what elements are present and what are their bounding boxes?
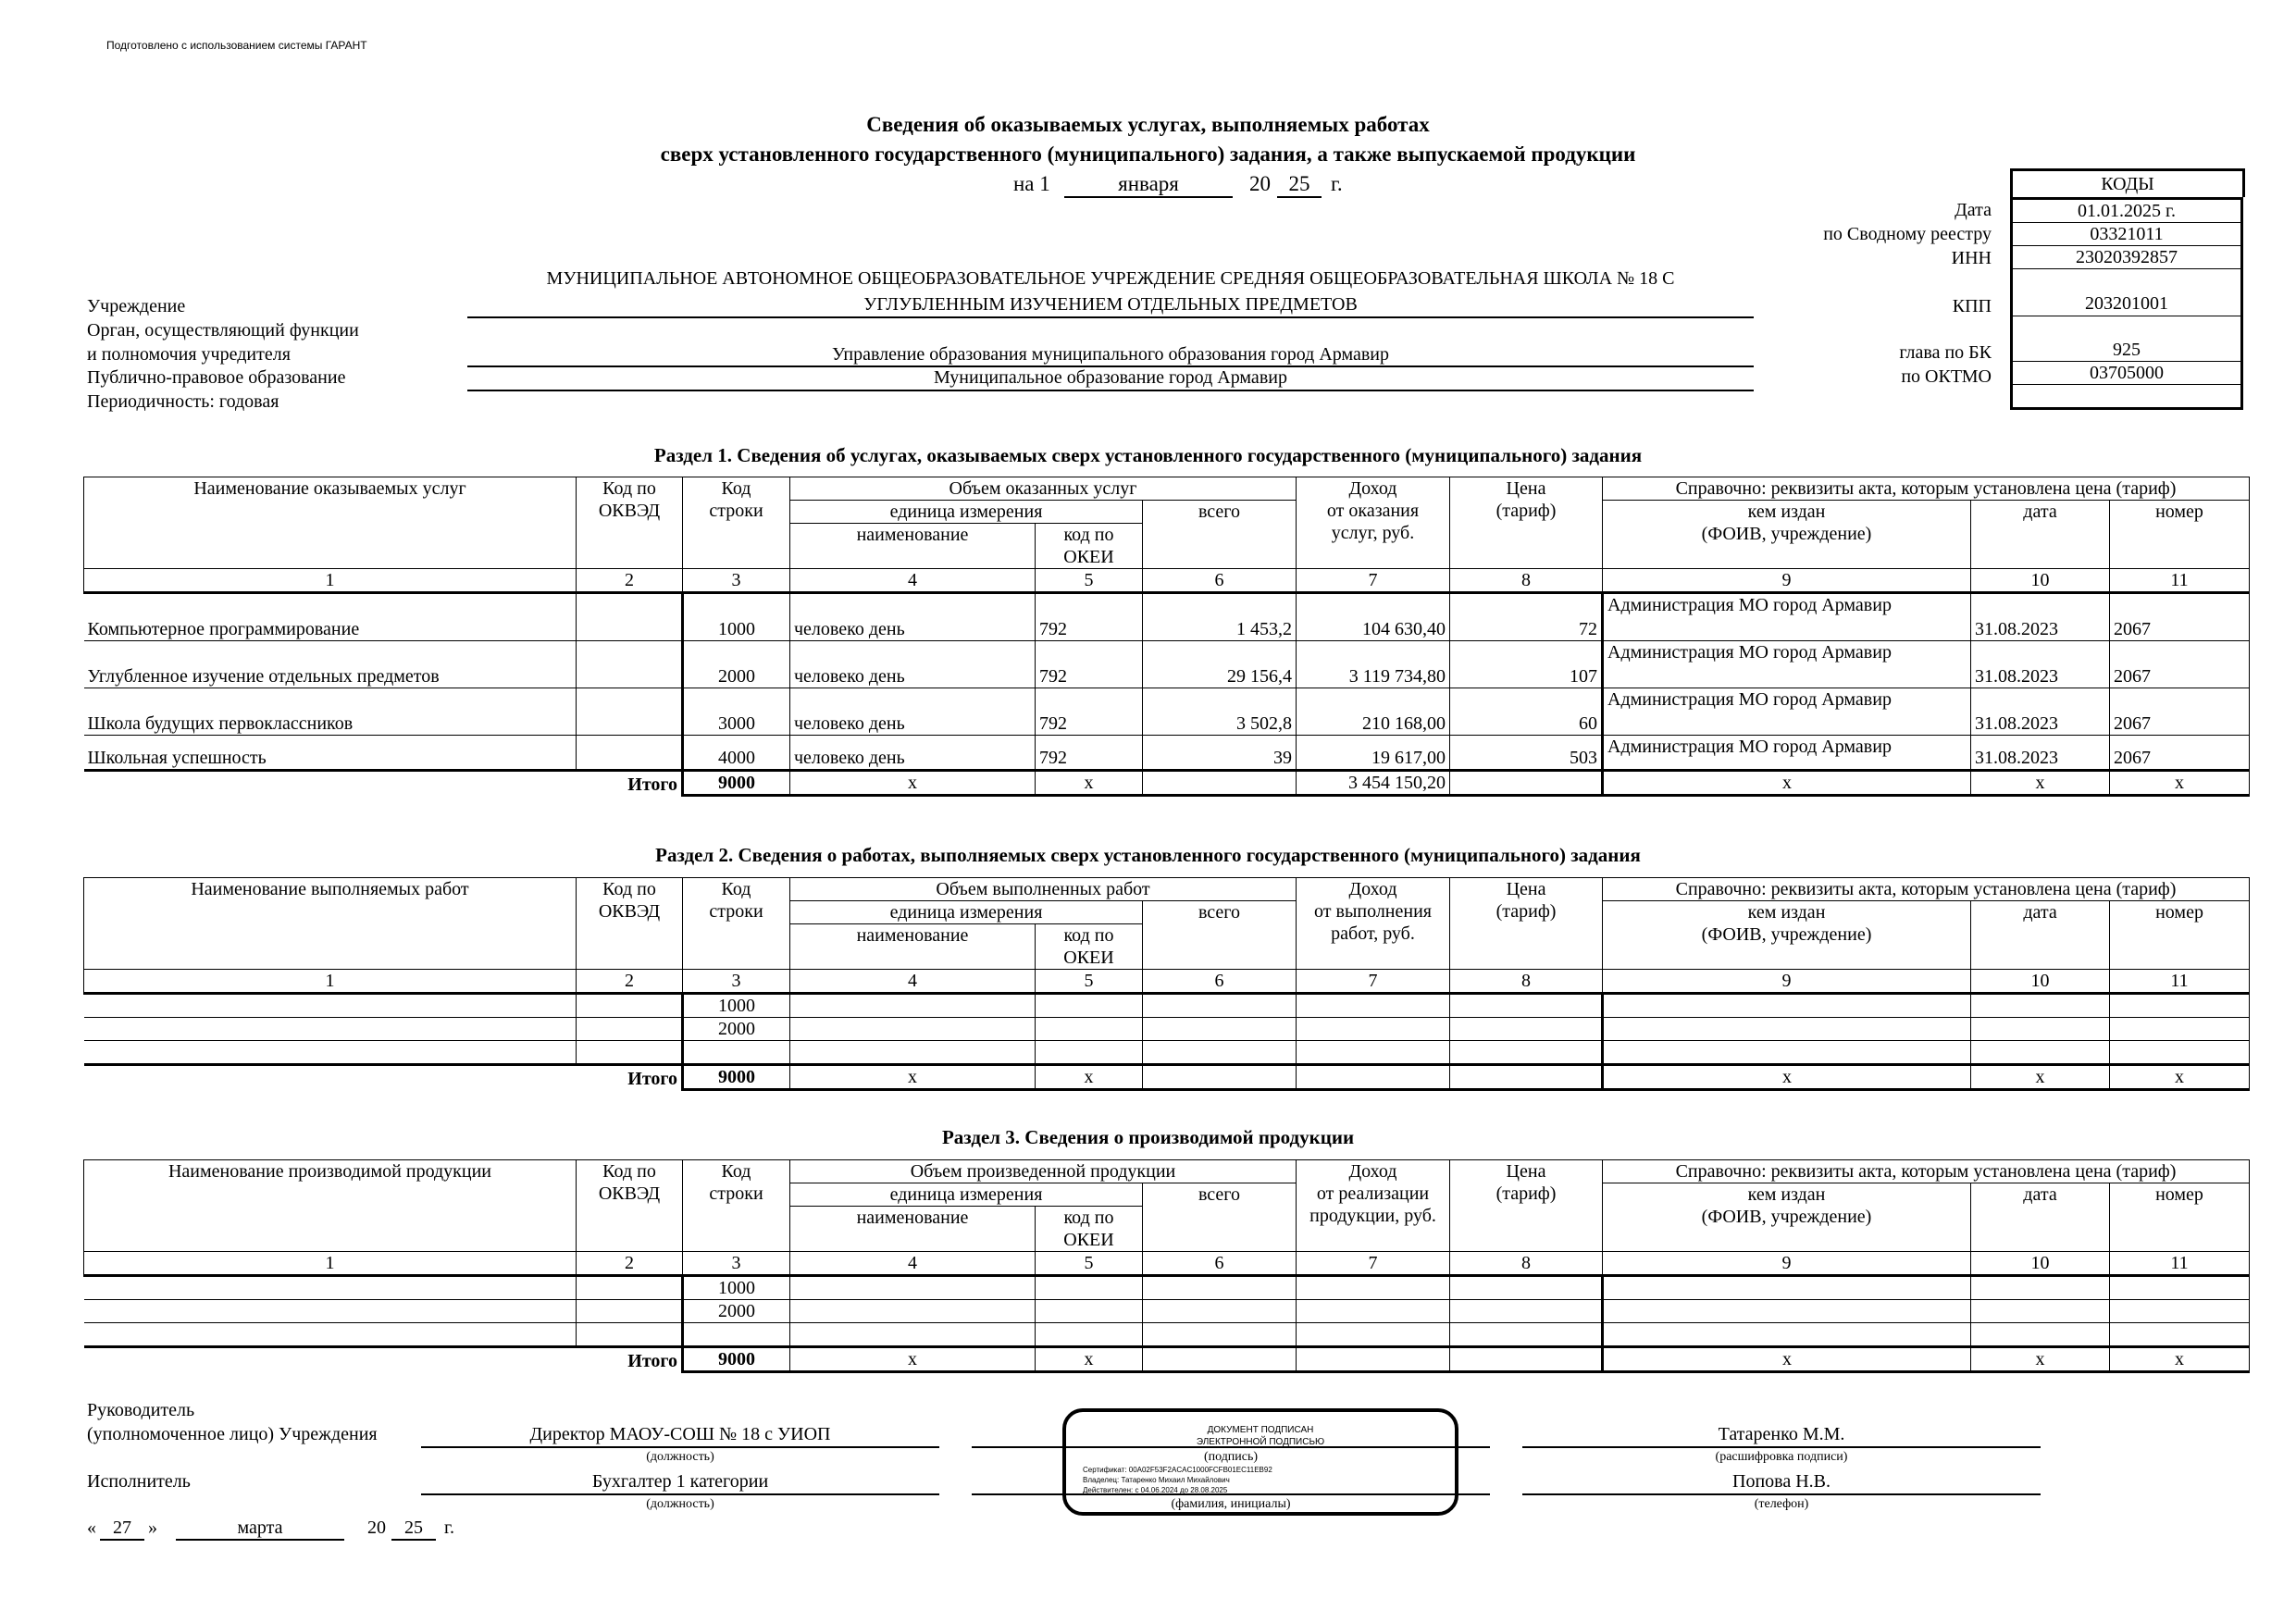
s3-okei-l1: код по [1063, 1208, 1114, 1228]
table-row [84, 994, 2250, 1018]
municipality-value: Муниципальное образование город Армавир [934, 367, 1287, 388]
s1-r2-code: 2000 [683, 641, 790, 688]
s2-price-l2: (тариф) [1496, 901, 1557, 922]
section2-table [83, 877, 2250, 1091]
s3-header-date: дата [1971, 1183, 2110, 1252]
executor-name: Попова Н.В. [1732, 1471, 1831, 1492]
s1-r2-number: 2067 [2110, 641, 2250, 688]
s1-r4-unit: человеко день [790, 736, 1036, 771]
s1-header-issued [1603, 501, 1971, 569]
s1-r1-number: 2067 [2110, 593, 2250, 641]
s3-num-5: 5 [1036, 1252, 1143, 1276]
s1-num-11: 11 [2110, 569, 2250, 593]
s1-r2-name: Углубленное изучение отдельных предметов [84, 641, 577, 688]
title-date-suffix: г. [1331, 172, 1343, 195]
s3-income-l1: Доход [1348, 1161, 1397, 1182]
s3-itogo-code: 9000 [683, 1347, 790, 1372]
s2-num-10: 10 [1971, 970, 2110, 994]
s1-header-number: номер [2110, 501, 2250, 569]
s1-okved-l2: ОКВЭД [598, 501, 661, 521]
s1-itogo-unit: х [790, 771, 1036, 796]
s1-r3-issuer: Администрация МО город Армавир [1603, 688, 1971, 736]
s2-header-unit-name: наименование [790, 924, 1036, 970]
s1-itogo-number: х [2110, 771, 2250, 796]
s1-r3-price: 60 [1450, 688, 1603, 736]
s2-itogo-okei: х [1036, 1065, 1143, 1090]
s2-code-l1: Код [721, 879, 751, 899]
stamp-cert: Сертификат: 00A02F53F2ACAC1000FCFB01EC11EB92 [1083, 1466, 1272, 1474]
table-row [84, 1018, 2250, 1041]
stamp-owner: Владелец: Татаренко Михаил Михайлович [1083, 1476, 1230, 1484]
founder-value: Управление образования муниципального образования город Армавир [831, 344, 1390, 365]
head-signature-caption: (подпись) [1203, 1450, 1259, 1464]
s2-income-l1: Доход [1348, 879, 1397, 899]
s2-okved-l2: ОКВЭД [598, 901, 661, 922]
s2-header-name: Наименование выполняемых работ [84, 878, 577, 970]
s1-header-unit-name: наименование [790, 524, 1036, 569]
s3-income-l2: от реализации [1316, 1183, 1430, 1204]
head-name: Татаренко М.М. [1718, 1424, 1845, 1444]
s1-itogo-okei: х [1036, 771, 1143, 796]
s3-itogo-issuer: х [1603, 1347, 1971, 1372]
sign-date-month: марта [176, 1518, 344, 1541]
s1-income-l2: от оказания [1326, 501, 1420, 521]
s3-num-1: 1 [84, 1252, 577, 1276]
s1-r4-issuer: Администрация МО город Армавир [1603, 736, 1971, 771]
s3-price-l2: (тариф) [1496, 1183, 1557, 1204]
s2-header-total: всего [1143, 901, 1297, 970]
s2-num-3: 3 [683, 970, 790, 994]
s3-itogo-date: х [1971, 1347, 2110, 1372]
s1-header-total: всего [1143, 501, 1297, 569]
sign-date-year: 25 [391, 1518, 436, 1541]
s1-r3-unit: человеко день [790, 688, 1036, 736]
s1-r4-total: 39 [1143, 736, 1297, 771]
sign-date-day: 27 [100, 1518, 144, 1541]
head-label-2: (уполномоченное лицо) Учреждения [87, 1424, 378, 1444]
title-line-1: Сведения об оказываемых услугах, выполняемых работах [866, 113, 1430, 136]
stamp-line-2: ЭЛЕКТРОННОЙ ПОДПИСЬЮ [1196, 1437, 1325, 1447]
s3-num-9: 9 [1603, 1252, 1971, 1276]
codes-value-bk: 925 [2012, 339, 2242, 362]
s1-r2-okei: 792 [1036, 641, 1143, 688]
s1-okei-l1: код по [1063, 525, 1114, 545]
s2-header-income [1297, 878, 1450, 970]
s1-header-name: Наименование оказываемых услуг [84, 477, 577, 569]
s1-income-l3: услуг, руб. [1331, 523, 1415, 543]
s1-issued-l1: кем издан [1747, 502, 1826, 522]
codes-label-date: Дата [1955, 200, 1992, 220]
s1-r3-okved [577, 688, 683, 736]
s3-num-10: 10 [1971, 1252, 2110, 1276]
institution-label: Учреждение [87, 296, 186, 316]
s3-itogo-number: х [2110, 1347, 2250, 1372]
codes-value-empty-3 [2012, 385, 2242, 409]
s2-num-11: 11 [2110, 970, 2250, 994]
s3-code-l1: Код [721, 1161, 751, 1182]
s1-header-okei [1036, 524, 1143, 569]
s2-num-8: 8 [1450, 970, 1603, 994]
s3-header-unit: единица измерения [790, 1183, 1143, 1207]
executor-position-caption: (должность) [646, 1497, 714, 1511]
title-line-2: сверх установленного государственного (муниципального) задания, а также выпускаемой продукции [660, 142, 1636, 166]
s1-r4-okved [577, 736, 683, 771]
title-date-month: января [1064, 172, 1233, 198]
s1-r3-okei: 792 [1036, 688, 1143, 736]
s1-header-code [683, 477, 790, 569]
s2-num-7: 7 [1297, 970, 1450, 994]
s2-itogo-date: х [1971, 1065, 2110, 1090]
s1-r3-income: 210 168,00 [1297, 688, 1450, 736]
s1-r3-number: 2067 [2110, 688, 2250, 736]
codes-value-oktmo: 03705000 [2012, 362, 2242, 385]
s3-header-unit-name: наименование [790, 1207, 1036, 1252]
s2-num-1: 1 [84, 970, 577, 994]
s1-num-6: 6 [1143, 569, 1297, 593]
codes-label-oktmo: по ОКТМО [1901, 366, 1992, 387]
s3-code-l2: строки [709, 1183, 763, 1204]
s1-num-10: 10 [1971, 569, 2110, 593]
s1-r1-okved [577, 593, 683, 641]
s1-r4-income: 19 617,00 [1297, 736, 1450, 771]
title-date-prefix: на 1 [1013, 172, 1050, 195]
section3-table [83, 1159, 2250, 1373]
s1-itogo-code: 9000 [683, 771, 790, 796]
s3-num-3: 3 [683, 1252, 790, 1276]
s3-header-okved [577, 1160, 683, 1252]
s1-header-volume: Объем оказанных услуг [790, 477, 1297, 501]
s1-num-1: 1 [84, 569, 577, 593]
s1-r3-name: Школа будущих первоклассников [84, 688, 577, 736]
s2-num-2: 2 [577, 970, 683, 994]
codes-value-empty-1 [2012, 269, 2242, 292]
s1-r4-price: 503 [1450, 736, 1603, 771]
s3-header-ref: Справочно: реквизиты акта, которым установлена цена (тариф) [1603, 1160, 2250, 1183]
stamp-line-1: ДОКУМЕНТ ПОДПИСАН [1207, 1425, 1314, 1435]
s1-r3-total: 3 502,8 [1143, 688, 1297, 736]
s3-r2-code: 2000 [683, 1300, 790, 1323]
institution-name-line-2: УГЛУБЛЕННЫМ ИЗУЧЕНИЕМ ОТДЕЛЬНЫХ ПРЕДМЕТОВ [863, 294, 1358, 315]
s2-itogo-issuer: х [1603, 1065, 1971, 1090]
s2-num-9: 9 [1603, 970, 1971, 994]
codes-label-bk: глава по БК [1899, 342, 1992, 363]
s1-code-l2: строки [709, 501, 763, 521]
s2-num-6: 6 [1143, 970, 1297, 994]
s1-itogo-total [1143, 771, 1297, 796]
s1-num-2: 2 [577, 569, 683, 593]
s3-num-2: 2 [577, 1252, 683, 1276]
s3-header-volume: Объем произведенной продукции [790, 1160, 1297, 1183]
s1-r1-total: 1 453,2 [1143, 593, 1297, 641]
head-position-caption: (должность) [646, 1450, 714, 1464]
s2-income-l2: от выполнения [1314, 901, 1432, 922]
s3-header-total: всего [1143, 1183, 1297, 1252]
s1-header-date: дата [1971, 501, 2110, 569]
codes-value-registry: 03321011 [2012, 223, 2242, 246]
codes-value-empty-2 [2012, 316, 2242, 340]
s1-num-9: 9 [1603, 569, 1971, 593]
s3-header-number: номер [2110, 1183, 2250, 1252]
s1-num-3: 3 [683, 569, 790, 593]
head-position: Директор МАОУ-СОШ № 18 с УИОП [529, 1424, 831, 1444]
s2-header-okei [1036, 924, 1143, 970]
s3-header-okei [1036, 1207, 1143, 1252]
table-row [84, 1323, 2250, 1347]
stamp-valid: Действителен: с 04.06.2024 до 28.08.2025 [1083, 1486, 1228, 1494]
s2-issued-l2: (ФОИВ, учреждение) [1701, 924, 1872, 945]
codes-label-inn: ИНН [1951, 248, 1992, 268]
s2-header-ref: Справочно: реквизиты акта, которым установлена цена (тариф) [1603, 878, 2250, 901]
s2-header-issued [1603, 901, 1971, 970]
s3-itogo-label: Итого [577, 1347, 683, 1372]
title-date-year: 25 [1277, 172, 1322, 198]
table-row [84, 1065, 2250, 1090]
codes-header: КОДЫ [2010, 168, 2245, 197]
s1-price-l1: Цена [1506, 478, 1546, 499]
s1-r2-unit: человеко день [790, 641, 1036, 688]
s1-r4-okei: 792 [1036, 736, 1143, 771]
municipality-label: Публично-правовое образование [87, 367, 346, 388]
table-row [84, 593, 2250, 641]
table-row [84, 736, 2250, 771]
head-label-1: Руководитель [87, 1400, 195, 1420]
table-row [84, 1300, 2250, 1323]
codes-label-registry: по Сводному реестру [1823, 224, 1992, 244]
periodicity: Периодичность: годовая [87, 391, 279, 412]
s2-income-l3: работ, руб. [1331, 923, 1415, 944]
s2-header-volume: Объем выполненных работ [790, 878, 1297, 901]
s1-r4-name: Школьная успешность [84, 736, 577, 771]
s2-r2-code: 2000 [683, 1018, 790, 1041]
table-row [84, 1041, 2250, 1065]
executor-phone-caption: (телефон) [1754, 1497, 1809, 1511]
codes-table [2010, 197, 2243, 410]
s1-r4-code: 4000 [683, 736, 790, 771]
section2-title: Раздел 2. Сведения о работах, выполняемых сверх установленного государственного (муниципального) задания [655, 844, 1641, 866]
s1-r1-date: 31.08.2023 [1971, 593, 2110, 641]
s3-num-7: 7 [1297, 1252, 1450, 1276]
codes-value-kpp: 203201001 [2012, 291, 2242, 316]
s1-header-ref: Справочно: реквизиты акта, которым установлена цена (тариф) [1603, 477, 2250, 501]
s1-code-l1: Код [721, 478, 751, 499]
s3-header-issued [1603, 1183, 1971, 1252]
s3-header-income [1297, 1160, 1450, 1252]
s1-header-income [1297, 477, 1450, 569]
s1-okei-l2: ОКЕИ [1063, 547, 1114, 567]
s1-r3-code: 3000 [683, 688, 790, 736]
garant-note: Подготовлено с использованием системы ГАРАНТ [106, 39, 367, 52]
head-name-caption: (расшифровка подписи) [1715, 1450, 1848, 1464]
s3-header-code [683, 1160, 790, 1252]
section1-title: Раздел 1. Сведения об услугах, оказываемых сверх установленного государственного (муниципального) задания [653, 444, 1643, 466]
sign-date-year-prefix: 20 [367, 1518, 386, 1538]
s1-itogo-date: х [1971, 771, 2110, 796]
s2-itogo-number: х [2110, 1065, 2250, 1090]
s3-itogo-unit: х [790, 1347, 1036, 1372]
s3-okei-l2: ОКЕИ [1063, 1230, 1114, 1250]
executor-label: Исполнитель [87, 1471, 191, 1492]
s3-r1-code: 1000 [683, 1276, 790, 1300]
s1-price-l2: (тариф) [1496, 501, 1557, 521]
s1-header-unit: единица измерения [790, 501, 1143, 524]
s1-r1-name: Компьютерное программирование [84, 593, 577, 641]
s1-income-l1: Доход [1348, 478, 1397, 499]
s2-r1-code: 1000 [683, 994, 790, 1018]
s1-num-8: 8 [1450, 569, 1603, 593]
executor-position: Бухгалтер 1 категории [591, 1471, 769, 1492]
s2-price-l1: Цена [1506, 879, 1546, 899]
s1-r4-number: 2067 [2110, 736, 2250, 771]
s1-itogo-issuer: х [1603, 771, 1971, 796]
s1-num-7: 7 [1297, 569, 1450, 593]
s3-num-4: 4 [790, 1252, 1036, 1276]
s1-r1-okei: 792 [1036, 593, 1143, 641]
codes-label-kpp: КПП [1952, 296, 1992, 316]
sign-date-suffix: г. [444, 1518, 454, 1538]
s1-itogo-price [1450, 771, 1603, 796]
s2-itogo-unit: х [790, 1065, 1036, 1090]
section1-table [83, 477, 2250, 797]
s3-itogo-okei: х [1036, 1347, 1143, 1372]
s1-itogo-income: 3 454 150,20 [1297, 771, 1450, 796]
s1-r2-issuer: Администрация МО город Армавир [1603, 641, 1971, 688]
codes-value-date: 01.01.2025 г. [2012, 199, 2242, 223]
s1-r1-code: 1000 [683, 593, 790, 641]
executor-fio-caption: (фамилия, инициалы) [1171, 1497, 1291, 1511]
s2-okei-l2: ОКЕИ [1063, 948, 1114, 968]
institution-name-line-1: МУНИЦИПАЛЬНОЕ АВТОНОМНОЕ ОБЩЕОБРАЗОВАТЕЛЬНОЕ УЧРЕЖДЕНИЕ СРЕДНЯЯ ОБЩЕОБРАЗОВАТЕЛЬНАЯ ШКОЛА № 18 С [546, 268, 1675, 289]
s3-price-l1: Цена [1506, 1161, 1546, 1182]
s2-header-date: дата [1971, 901, 2110, 970]
s2-header-price [1450, 878, 1603, 970]
s1-r4-date: 31.08.2023 [1971, 736, 2110, 771]
s1-issued-l2: (ФОИВ, учреждение) [1701, 524, 1872, 544]
s1-r2-okved [577, 641, 683, 688]
s2-num-5: 5 [1036, 970, 1143, 994]
s3-issued-l1: кем издан [1747, 1184, 1826, 1205]
s3-header-price [1450, 1160, 1603, 1252]
s1-r2-date: 31.08.2023 [1971, 641, 2110, 688]
s1-r1-income: 104 630,40 [1297, 593, 1450, 641]
s2-okved-l1: Код по [602, 879, 656, 899]
s3-okved-l2: ОКВЭД [598, 1183, 661, 1204]
s2-code-l2: строки [709, 901, 763, 922]
s1-r1-issuer: Администрация МО город Армавир [1603, 593, 1971, 641]
s1-r2-income: 3 119 734,80 [1297, 641, 1450, 688]
s1-num-5: 5 [1036, 569, 1143, 593]
s1-itogo-label: Итого [577, 771, 683, 796]
sign-date-close: » [148, 1518, 157, 1538]
s3-num-6: 6 [1143, 1252, 1297, 1276]
s1-r3-date: 31.08.2023 [1971, 688, 2110, 736]
s2-header-code [683, 878, 790, 970]
s1-okved-l1: Код по [602, 478, 656, 499]
s3-issued-l2: (ФОИВ, учреждение) [1701, 1207, 1872, 1227]
s3-r3-code [683, 1323, 790, 1347]
table-row [84, 1347, 2250, 1372]
s2-header-okved [577, 878, 683, 970]
e-signature-stamp [1062, 1408, 1458, 1516]
s3-income-l3: продукции, руб. [1309, 1206, 1436, 1226]
s2-header-unit: единица измерения [790, 901, 1143, 924]
s1-r1-price: 72 [1450, 593, 1603, 641]
s2-header-number: номер [2110, 901, 2250, 970]
s1-header-okved [577, 477, 683, 569]
s2-issued-l1: кем издан [1747, 902, 1826, 923]
s2-r3-code [683, 1041, 790, 1065]
s3-okved-l1: Код по [602, 1161, 656, 1182]
title-date-year-prefix: 20 [1249, 172, 1271, 195]
s3-num-11: 11 [2110, 1252, 2250, 1276]
section3-title: Раздел 3. Сведения о производимой продукции [941, 1126, 1355, 1148]
table-row [84, 688, 2250, 736]
s2-itogo-code: 9000 [683, 1065, 790, 1090]
sign-date-open: « [87, 1518, 96, 1538]
s1-r2-price: 107 [1450, 641, 1603, 688]
table-row [84, 641, 2250, 688]
s2-itogo-label: Итого [577, 1065, 683, 1090]
table-row [84, 771, 2250, 796]
s2-num-4: 4 [790, 970, 1036, 994]
s3-num-8: 8 [1450, 1252, 1603, 1276]
table-row [84, 1276, 2250, 1300]
s1-num-4: 4 [790, 569, 1036, 593]
s1-header-price [1450, 477, 1603, 569]
s3-header-name: Наименование производимой продукции [84, 1160, 577, 1252]
founder-label-2: и полномочия учредителя [87, 344, 291, 365]
codes-value-inn: 23020392857 [2012, 246, 2242, 269]
s2-okei-l1: код по [1063, 925, 1114, 946]
s1-r1-unit: человеко день [790, 593, 1036, 641]
s1-r2-total: 29 156,4 [1143, 641, 1297, 688]
founder-label-1: Орган, осуществляющий функции [87, 320, 359, 341]
